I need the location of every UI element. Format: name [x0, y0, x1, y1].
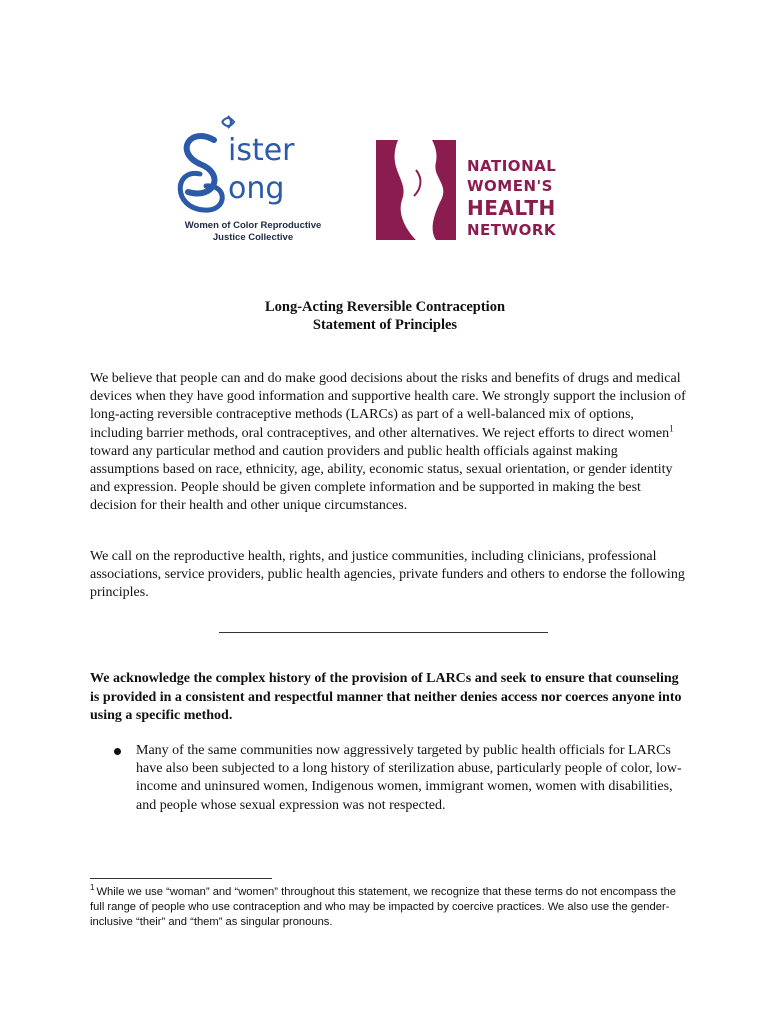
nwhn-line-4: NETWORK [467, 221, 557, 239]
call-paragraph: We call on the reproductive health, rights, and justice communities, including clinicians, professional associations, service providers, public health agencies, private funders and others to endorse the following principles. [90, 549, 685, 601]
section-divider [219, 632, 548, 633]
nwhn-line-3: HEALTH [467, 196, 556, 220]
footnote [90, 885, 686, 930]
nwhn-line-1: NATIONAL [467, 157, 557, 175]
footnote-marker: 1 [90, 883, 95, 893]
footnote-text: While we use “woman” and “women” throughout this statement, we recognize that these terms do not encompass the full range of people who use contraception and who may be impacted by coercive practices. We also use the gender-inclusive “their” and “them” as singular pronouns. [90, 886, 677, 928]
nwhn-logo [370, 134, 580, 249]
bullet-text: Many of the same communities now aggressively targeted by public health officials for LARCs have also been subjected to a long history of sterilization abuse, particularly people of color, low-income and uninsured women, Indigenous women, immigrant women, women with disabilities, and people whose sexual expression was not respected. [136, 743, 682, 813]
section-heading: We acknowledge the complex history of the provision of LARCs and seek to ensure that counseling is provided in a consistent and respectful manner that neither denies access nor coerces anyone into using a specific method. [90, 671, 682, 723]
tagline-line-1: Women of Color Reproductive [184, 220, 322, 231]
intro-paragraph [90, 370, 686, 516]
svg-text:ong: ong [228, 171, 285, 206]
list-item [112, 742, 692, 815]
bullet-icon [114, 748, 121, 755]
sistersong-wordmark-icon [170, 112, 330, 217]
sistersong-tagline [178, 220, 328, 244]
principle-bullets [112, 742, 692, 815]
title-line-2: Statement of Principles [312, 317, 458, 333]
sistersong-logo [170, 112, 330, 252]
nwhn-wordmark [467, 156, 556, 240]
document-title [0, 298, 770, 334]
footnote-reference: 1 [669, 422, 674, 433]
footnote-rule [90, 878, 272, 879]
nwhn-line-2: WOMEN'S [467, 177, 553, 195]
svg-text:ister: ister [228, 133, 295, 168]
title-line-1: Long-Acting Reversible Contraception [264, 299, 506, 315]
intro-text-after-note: toward any particular method and caution providers and public health officials against making assumptions based on race, ethnicity, age, ability, economic status, sexual orientation, or gender identity and expression. People should be given complete information and be supported in making the best decision for their health and other unique circumstances. [90, 443, 673, 514]
nwhn-figure-icon [376, 140, 456, 240]
tagline-line-2: Justice Collective [212, 232, 294, 243]
intro-text-before-note: We believe that people can and do make good decisions about the risks and benefits of drugs and medical devices when they have good information and supportive health care. We strongly support the inclusion of long-acting reversible contraceptive methods (LARCs) as part of a well-balanced mix of options, including barrier methods, oral contraceptives, and other alternatives. We reject efforts to direct women [90, 371, 686, 441]
